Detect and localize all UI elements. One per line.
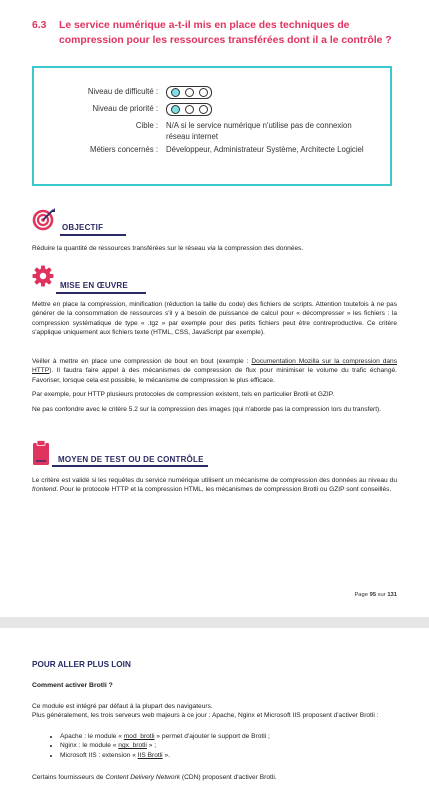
objectif-heading: OBJECTIF xyxy=(62,223,104,232)
objectif-text-post: la compression des données. xyxy=(215,245,304,252)
line3-it: Content Delivery Network xyxy=(105,774,181,781)
priority-meter xyxy=(166,103,212,116)
moyen-text-it: frontend xyxy=(32,486,57,494)
clipboard-icon xyxy=(32,440,50,466)
list-item xyxy=(60,751,270,760)
target-icon xyxy=(32,207,56,231)
b3-post: ». xyxy=(162,751,170,759)
section-title xyxy=(32,18,392,48)
section-number: 6.3 xyxy=(32,20,47,31)
mozilla-compression-link[interactable]: Documentation Mozilla sur la compression dans HTTP xyxy=(32,358,397,375)
mise-p3: Par exemple, pour HTTP plusieurs protocoles de compression existent, tels en particulier Brotli et GZIP. xyxy=(32,391,335,398)
mise-p2 xyxy=(32,357,397,385)
jobs-value: Développeur, Administrateur Système, Architecte Logiciel xyxy=(166,145,364,154)
b1-pre: Apache : le module « xyxy=(60,733,124,740)
jobs-label: Métiers concernés : xyxy=(89,145,158,154)
b2-post: » ; xyxy=(146,742,157,750)
moyen-text-post: . Pour le protocole HTTP et la compression HTML, les mécanismes de compression Brotli ou GZIP sont conseillés. xyxy=(56,486,392,494)
priority-dot-3 xyxy=(199,105,208,114)
b1-post: » permet d'ajouter le support de Brotli ; xyxy=(154,733,270,740)
footer-page: 95 xyxy=(369,592,377,598)
line3-post: (CDN) proposent d'activer Brotli. xyxy=(180,774,277,781)
page2-line3 xyxy=(32,773,397,782)
target-value: N/A si le service numérique n'utilise pas de connexion réseau internet xyxy=(166,121,352,141)
difficulty-dot-1 xyxy=(171,88,180,97)
further-heading: POUR ALLER PLUS LOIN xyxy=(32,660,131,669)
objectif-text-it: via xyxy=(207,245,216,252)
priority-dot-2 xyxy=(185,105,194,114)
mise-underline xyxy=(56,292,146,294)
criteria-box xyxy=(32,66,392,186)
mod-brotli-link[interactable]: mod_brotli xyxy=(123,733,155,740)
objectif-text-pre: Réduire la quantité de ressources transférées sur le réseau xyxy=(32,245,208,252)
objectif-underline xyxy=(60,234,126,236)
list-item xyxy=(60,741,270,750)
page2-line2: Plus généralement, les trois serveurs web majeurs à ce jour : Apache, Nginx et Microsoft IIS proposent d'activer Brotli : xyxy=(32,712,379,719)
line3-pre: Certains fournisseurs de xyxy=(32,774,106,781)
ngx-brotli-link[interactable]: ngx_brotli xyxy=(118,742,147,750)
brotli-subheading: Comment activer Brotli ? xyxy=(32,682,113,689)
section-title-line1: Le service numérique a-t-il mis en place des techniques de xyxy=(59,20,350,31)
objectif-text xyxy=(32,244,397,253)
priority-label: Niveau de priorité : xyxy=(92,104,158,113)
server-list xyxy=(32,732,270,760)
mise-p1: Mettre en place la compression, minification (réduction la taille du code) des fichiers de scripts. Attention toutefois à ne pas générer de la consommation de ressources s'il y a besoin de puissance de calcul pour « décompresser » les fichiers : la compression systématique de type « .tgz » par exemple pour des petits fichiers peut être contreproductive. Ce critère s'applique uniquement aux fichiers texte (HTML, CSS, JavaScript par exemple). xyxy=(32,301,397,337)
footer-prefix: Page xyxy=(354,592,370,598)
footer-total: 131 xyxy=(387,592,397,598)
moyen-underline xyxy=(52,465,208,467)
difficulty-meter xyxy=(166,86,212,99)
footer-mid: sur xyxy=(376,592,388,598)
page-separator xyxy=(0,617,429,628)
difficulty-dot-3 xyxy=(199,88,208,97)
b2-pre: Nginx : le module « xyxy=(60,742,119,750)
priority-dot-1 xyxy=(171,105,180,114)
target-label: Cible : xyxy=(135,121,158,130)
section-title-line2: compression pour les ressources transférées dont il a le contrôle ? xyxy=(59,35,392,46)
mise-p2-pre: Veiller à mettre en place une compression de bout en bout (exemple : xyxy=(32,358,252,365)
moyen-text xyxy=(32,476,397,495)
iis-brotli-link[interactable]: IIS Brotli xyxy=(137,751,163,759)
page-footer xyxy=(354,592,397,598)
b3-pre: Microsoft IIS : extension « xyxy=(60,751,138,759)
mise-heading: MISE EN ŒUVRE xyxy=(60,281,128,290)
moyen-heading: MOYEN DE TEST OU DE CONTRÔLE xyxy=(58,455,204,464)
moyen-text-pre: Le critère est validé si les requêtes du service numérique utilisent un mécanisme de compression des données au niveau du xyxy=(32,477,397,484)
list-item xyxy=(60,732,270,741)
difficulty-dot-2 xyxy=(185,88,194,97)
gear-icon xyxy=(32,265,54,287)
page2-line1: Ce module est intégré par défaut à la plupart des navigateurs. xyxy=(32,703,213,710)
difficulty-label: Niveau de difficulté : xyxy=(87,87,158,96)
mise-p2-post: ). Il faudra faire appel à des mécanismes de compression de flux pour minimiser le volume du trafic échangé. Favoriser, lorsque cela est possible, le mécanisme de compression le plus efficace. xyxy=(32,367,397,384)
mise-p4: Ne pas confondre avec le critère 5.2 sur la compression des images (qui n'aborde pas la compression lors du transfert). xyxy=(32,406,382,413)
